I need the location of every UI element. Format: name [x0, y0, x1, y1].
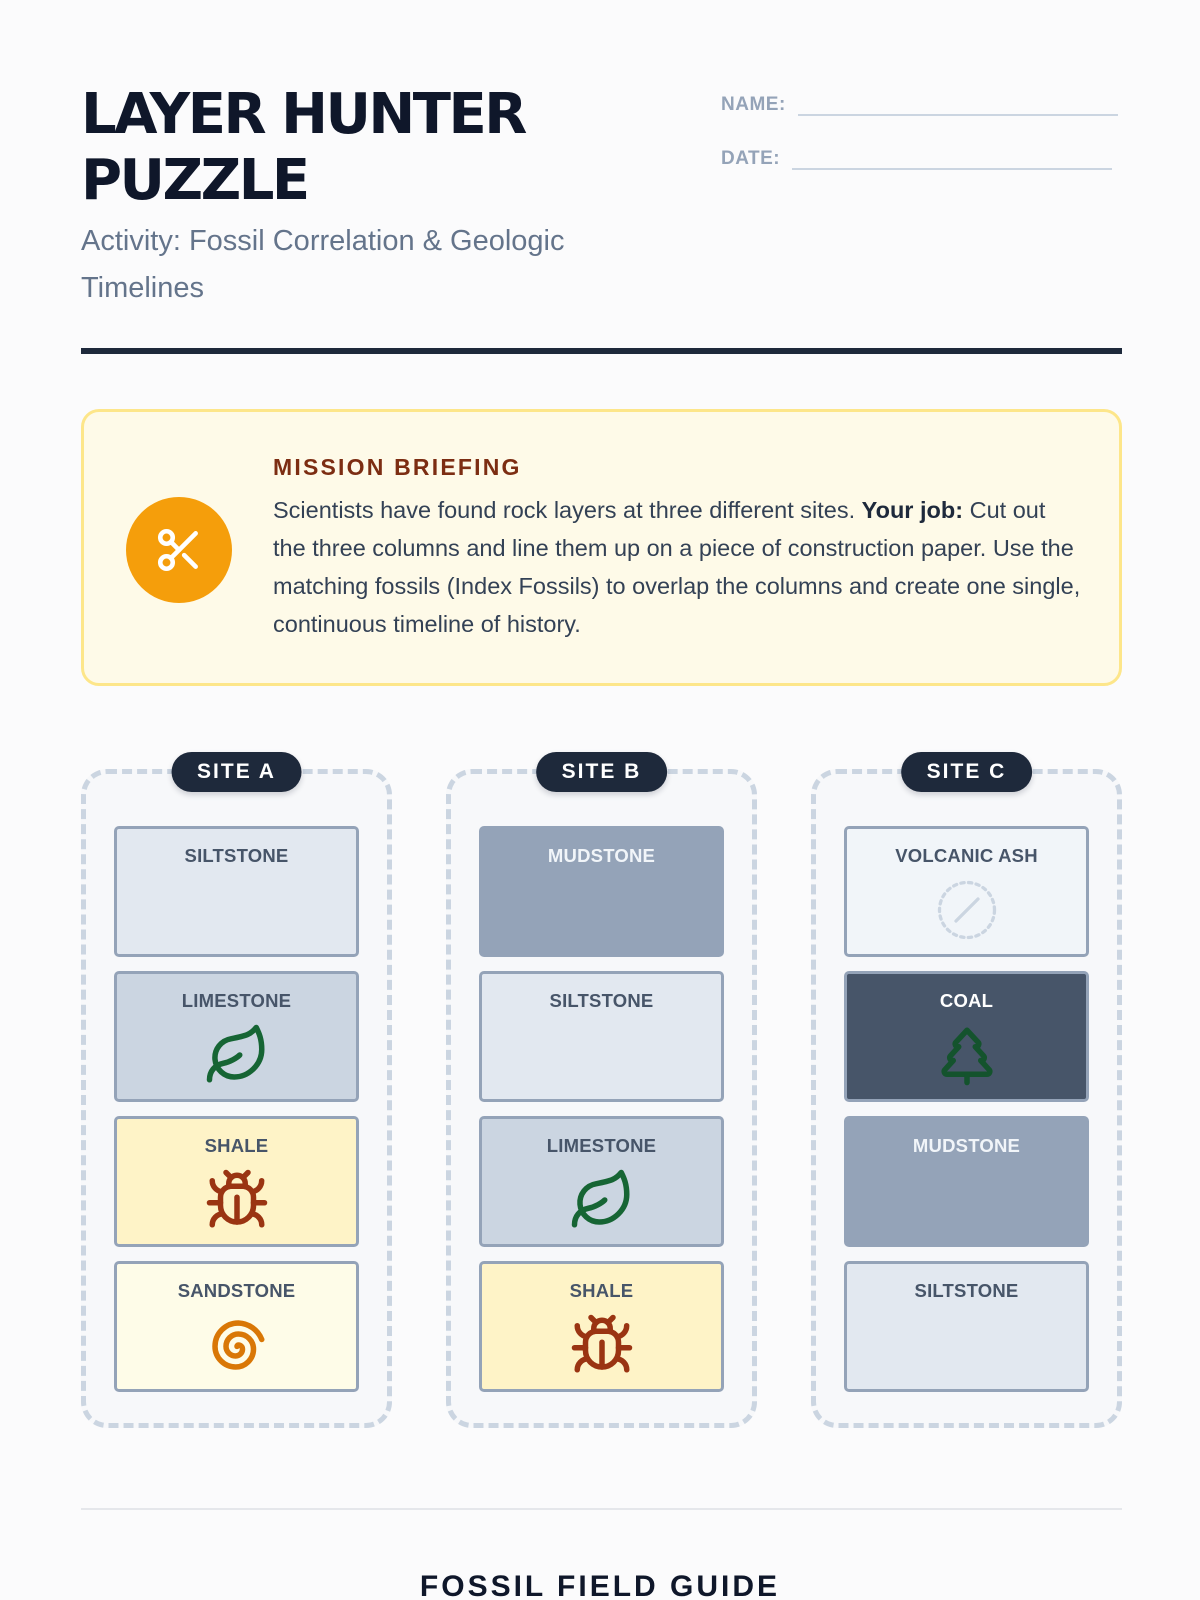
layer-name: SHALE	[569, 1280, 634, 1301]
rock-layer-shale	[479, 1261, 724, 1392]
fossil-field-guide-heading: FOSSIL FIELD GUIDE	[419, 1570, 781, 1600]
layer-name: SILTSTONE	[184, 845, 289, 866]
rock-layer-volcanic-ash	[844, 826, 1089, 957]
layer-name: SILTSTONE	[914, 1280, 1019, 1301]
date-field[interactable]	[721, 142, 1112, 170]
mission-briefing-card	[81, 409, 1122, 686]
leaf-icon	[202, 1020, 272, 1090]
mission-body-emphasis: Your job:	[861, 497, 964, 523]
rock-layer-mudstone	[479, 826, 724, 957]
name-field[interactable]	[721, 88, 1118, 116]
rock-layer-shale	[114, 1116, 359, 1247]
layer-name: MUDSTONE	[912, 1135, 1021, 1156]
layer-name: SHALE	[204, 1135, 269, 1156]
tree-icon	[932, 1020, 1002, 1090]
mission-body-instructions: Cut out the three columns and line them up on a piece of construction paper. Use the matching fossils (Index Fossils) to overlap the columns and create one single, continuous timeline of history.	[273, 497, 1081, 637]
layer-name: SANDSTONE	[177, 1280, 296, 1301]
layer-name: MUDSTONE	[547, 845, 656, 866]
site-label: SITE B	[536, 752, 668, 792]
rock-layer-coal	[844, 971, 1089, 1102]
header-divider	[81, 348, 1122, 354]
rock-layer-sandstone	[114, 1261, 359, 1392]
bug-icon	[202, 1165, 272, 1235]
site-b-column[interactable]	[446, 760, 757, 1428]
mission-body-intro: Scientists have found rock layers at three different sites.	[273, 497, 862, 523]
date-label: DATE:	[721, 148, 781, 169]
layer-name: VOLCANIC ASH	[895, 845, 1038, 866]
bug-icon	[567, 1310, 637, 1380]
site-c-column[interactable]	[811, 760, 1122, 1428]
scissors-icon	[126, 497, 232, 603]
rock-layer-siltstone	[844, 1261, 1089, 1392]
page-title: LAYER HUNTER PUZZLE	[81, 82, 525, 213]
leaf-icon	[567, 1165, 637, 1235]
mission-heading: MISSION BRIEFING	[273, 454, 522, 480]
empty-circle-icon	[932, 875, 1002, 945]
rock-layer-siltstone	[114, 826, 359, 957]
spiral-icon	[202, 1310, 272, 1380]
layer-name: LIMESTONE	[181, 990, 292, 1011]
layer-name: SILTSTONE	[549, 990, 654, 1011]
section-divider	[81, 1508, 1122, 1510]
rock-layer-limestone	[114, 971, 359, 1102]
rock-layer-siltstone	[479, 971, 724, 1102]
site-a-column[interactable]	[81, 760, 392, 1428]
date-line[interactable]	[792, 142, 1112, 170]
name-label: NAME:	[721, 94, 786, 115]
layer-name: LIMESTONE	[546, 1135, 657, 1156]
site-label: SITE C	[901, 752, 1033, 792]
worksheet-header	[81, 82, 1122, 310]
site-label: SITE A	[171, 752, 302, 792]
name-line[interactable]	[798, 88, 1118, 116]
layer-name: COAL	[939, 990, 994, 1011]
page-subtitle: Activity: Fossil Correlation & Geologic Timelines	[81, 225, 565, 304]
mission-body	[273, 491, 1083, 643]
rock-layer-mudstone	[844, 1116, 1089, 1247]
rock-layer-limestone	[479, 1116, 724, 1247]
